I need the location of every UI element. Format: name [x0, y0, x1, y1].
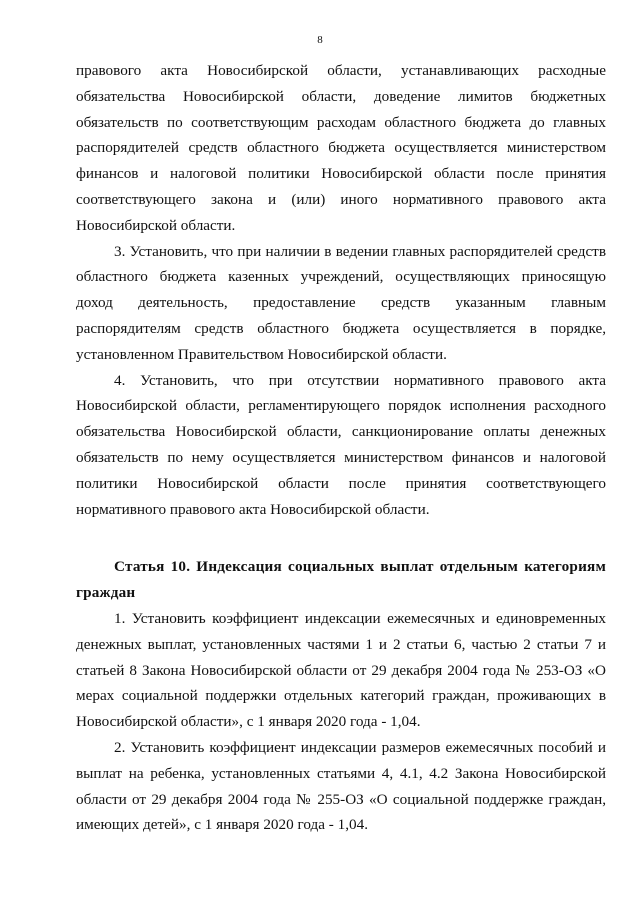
document-body: [76, 58, 606, 838]
article-10-item-2: 2. Установить коэффициент индексации размеров ежемесячных пособий и выплат на ребенка, установленных статьями 4, 4.1, 4.2 Закона Новосибирской области от 29 декабря 2004 года № 255-ОЗ «О социальной поддержке граждан, имеющих детей», с 1 января 2020 года - 1,04.: [76, 738, 606, 834]
article-10-heading: Статья 10. Индексация социальных выплат отдельным категориям граждан: [76, 558, 606, 602]
article-10-item-1: 1. Установить коэффициент индексации ежемесячных и единовременных денежных выплат, установленных частями 1 и 2 статьи 6, частью 2 статьи 7 и статьей 8 Закона Новосибирской области от 29 декабря 2004 года № 253-ОЗ «О мерах социальной поддержки отдельных категорий граждан, проживающих в Новосибирской области», с 1 января 2020 года - 1,04.: [76, 609, 606, 731]
paragraph-continuation: правового акта Новосибирской области, устанавливающих расходные обязательства Новосибирской области, доведение лимитов бюджетных обязательств по соответствующим расходам областного бюджета до главных распорядителей средств областного бюджета осуществляется министерством финансов и налоговой политики Новосибирской области после принятия соответствующего закона и (или) иного нормативного правового акта Новосибирской области.: [76, 62, 606, 234]
page-number: 8: [317, 34, 323, 46]
paragraph-item-3: 3. Установить, что при наличии в ведении главных распорядителей средств областного бюджета казенных учреждений, осуществляющих приносящую доход деятельность, предоставление средств указанным главным распорядителям средств областного бюджета осуществляется в порядке, установленном Правительством Новосибирской области.: [76, 242, 606, 363]
paragraph-item-4: 4. Установить, что при отсутствии нормативного правового акта Новосибирской области, регламентирующего порядок исполнения расходного обязательства Новосибирской области, санкционирование оплаты денежных обязательств по нему осуществляется министерством финансов и налоговой политики Новосибирской области после принятия соответствующего нормативного правового акта Новосибирской области.: [76, 371, 606, 518]
